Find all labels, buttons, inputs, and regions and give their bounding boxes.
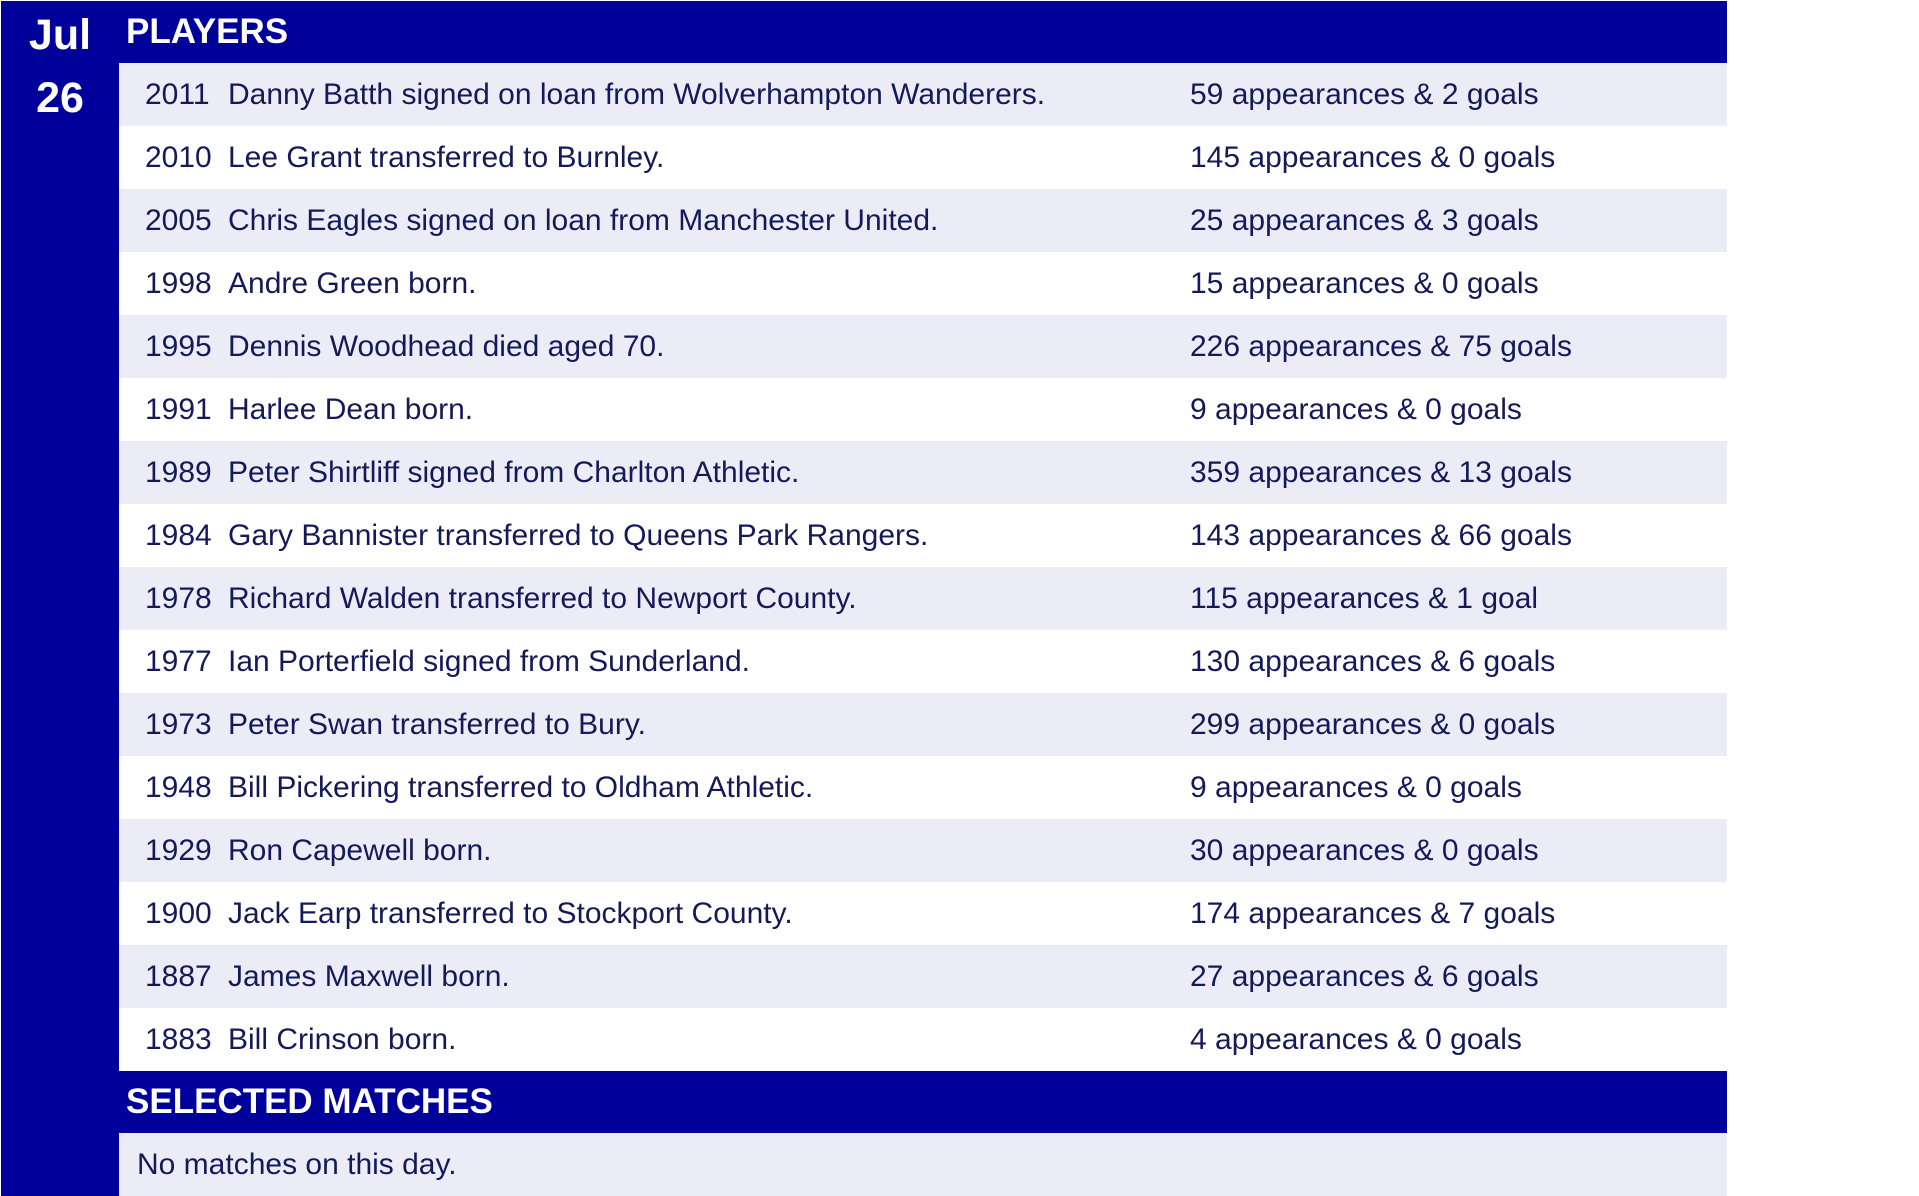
row-event: Dennis Woodhead died aged 70. (228, 330, 665, 363)
row-year: 1998 (145, 267, 212, 300)
table-row (119, 252, 1727, 315)
row-year: 2010 (145, 141, 212, 174)
players-heading: PLAYERS (119, 1, 1727, 63)
row-year: 1991 (145, 393, 212, 426)
row-event: Jack Earp transferred to Stockport County. (228, 897, 793, 930)
row-event: Lee Grant transferred to Burnley. (228, 141, 665, 174)
row-year: 2005 (145, 204, 212, 237)
date-column (1, 1, 119, 1196)
row-event: Bill Pickering transferred to Oldham Athletic. (228, 771, 814, 804)
row-year: 1887 (145, 960, 212, 993)
table-row (119, 693, 1727, 756)
row-event: Chris Eagles signed on loan from Manchester United. (228, 204, 939, 237)
row-stats: 9 appearances & 0 goals (1190, 393, 1522, 426)
table-row (119, 378, 1727, 441)
row-year: 1995 (145, 330, 212, 363)
row-year: 2011 (145, 78, 210, 111)
table-row (119, 882, 1727, 945)
row-year: 1989 (145, 456, 212, 489)
selected-matches-heading: SELECTED MATCHES (119, 1071, 1727, 1133)
row-event: Peter Swan transferred to Bury. (228, 708, 646, 741)
table-row (119, 315, 1727, 378)
row-stats: 143 appearances & 66 goals (1190, 519, 1572, 552)
row-stats: 30 appearances & 0 goals (1190, 834, 1539, 867)
row-event: Peter Shirtliff signed from Charlton Athletic. (228, 456, 800, 489)
row-stats: 145 appearances & 0 goals (1190, 141, 1556, 174)
row-year: 1977 (145, 645, 212, 678)
table-row (119, 567, 1727, 630)
players-table (119, 63, 1727, 1071)
row-event: Ian Porterfield signed from Sunderland. (228, 645, 750, 678)
table-row (119, 504, 1727, 567)
table-row (119, 756, 1727, 819)
row-year: 1984 (145, 519, 212, 552)
row-event: Harlee Dean born. (228, 393, 474, 426)
table-row (119, 441, 1727, 504)
row-stats: 59 appearances & 2 goals (1190, 78, 1539, 111)
table-row (119, 126, 1727, 189)
row-year: 1948 (145, 771, 212, 804)
row-event: Richard Walden transferred to Newport County. (228, 582, 857, 615)
row-stats: 115 appearances & 1 goal (1190, 582, 1539, 615)
date-day: 26 (36, 74, 84, 122)
row-year: 1929 (145, 834, 212, 867)
row-event: Andre Green born. (228, 267, 477, 300)
row-year: 1900 (145, 897, 212, 930)
row-stats: 226 appearances & 75 goals (1190, 330, 1572, 363)
row-event: James Maxwell born. (228, 960, 510, 993)
table-row (119, 945, 1727, 1008)
row-stats: 299 appearances & 0 goals (1190, 708, 1556, 741)
row-stats: 130 appearances & 6 goals (1190, 645, 1556, 678)
row-stats: 15 appearances & 0 goals (1190, 267, 1539, 300)
row-year: 1973 (145, 708, 212, 741)
row-stats: 174 appearances & 7 goals (1190, 897, 1556, 930)
row-stats: 359 appearances & 13 goals (1190, 456, 1572, 489)
row-event: Gary Bannister transferred to Queens Park Rangers. (228, 519, 929, 552)
row-stats: 4 appearances & 0 goals (1190, 1023, 1522, 1056)
row-stats: 9 appearances & 0 goals (1190, 771, 1522, 804)
no-matches-message: No matches on this day. (119, 1133, 1727, 1196)
table-row (119, 1008, 1727, 1071)
table-row (119, 189, 1727, 252)
table-row (119, 63, 1727, 126)
date-month: Jul (28, 11, 92, 59)
row-event: Ron Capewell born. (228, 834, 492, 867)
row-event: Bill Crinson born. (228, 1023, 457, 1056)
row-event: Danny Batth signed on loan from Wolverhampton Wanderers. (228, 78, 1046, 111)
table-row (119, 630, 1727, 693)
row-year: 1978 (145, 582, 212, 615)
row-year: 1883 (145, 1023, 212, 1056)
table-row (119, 819, 1727, 882)
row-stats: 25 appearances & 3 goals (1190, 204, 1539, 237)
row-stats: 27 appearances & 6 goals (1190, 960, 1539, 993)
